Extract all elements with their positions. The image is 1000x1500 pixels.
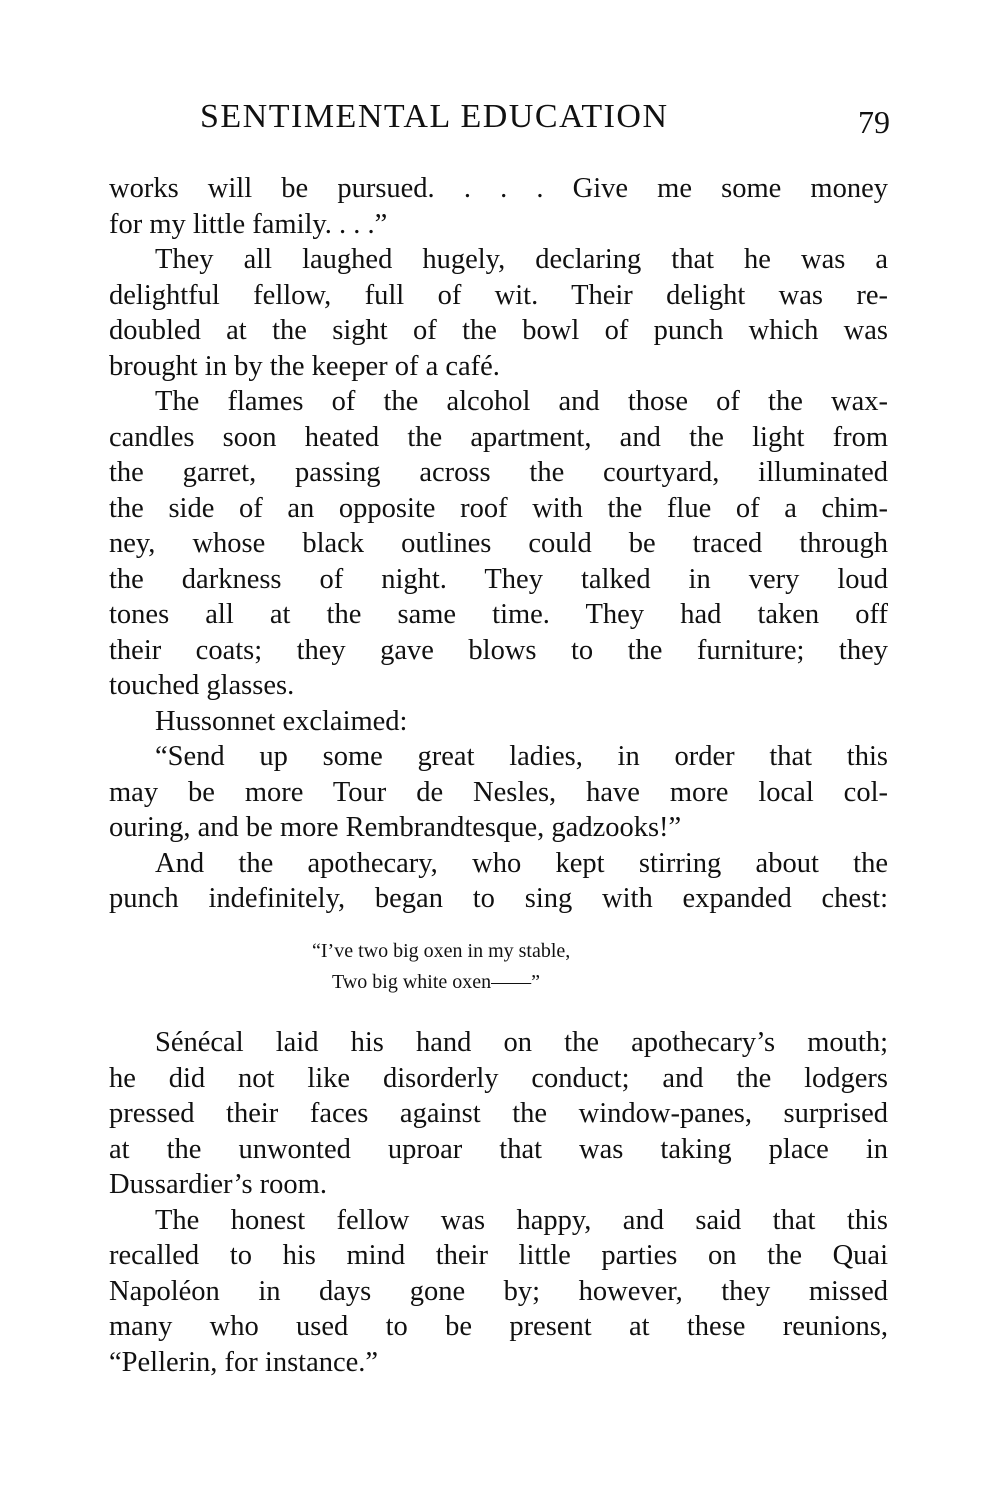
text-line: punch indefinitely, began to sing with expanded chest: xyxy=(109,883,888,914)
text-line: the side of an opposite roof with the flue of a chim- xyxy=(109,492,888,524)
text-line: may be more Tour de Nesles, have more local col- xyxy=(109,776,888,808)
text-line: recalled to his mind their little parties on the Quai xyxy=(109,1240,888,1271)
text-line: “Send up some great ladies, in order that this xyxy=(155,741,888,772)
text-line: They all laughed hugely, declaring that he was a xyxy=(155,244,888,275)
body-text-lower xyxy=(109,1025,888,1380)
text-line: “Pellerin, for instance.” xyxy=(109,1346,379,1378)
text-line: candles soon heated the apartment, and the light from xyxy=(109,421,888,453)
text-line: The flames of the alcohol and those of the wax- xyxy=(155,386,888,417)
text-line: Hussonnet exclaimed: xyxy=(155,705,408,737)
running-header xyxy=(200,98,890,142)
text-line: touched glasses. xyxy=(109,670,295,701)
text-line: tones all at the same time. They had taken off xyxy=(109,599,888,630)
text-line: Sénécal laid his hand on the apothecary’s mouth; xyxy=(155,1027,888,1058)
verse-line: Two big white oxen——” xyxy=(332,971,541,993)
text-line: the garret, passing across the courtyard, illuminated xyxy=(109,457,888,488)
text-line: Dussardier’s room. xyxy=(109,1169,327,1200)
text-line: works will be pursued. . . . Give me some money xyxy=(109,173,888,204)
body-text-upper xyxy=(109,171,888,917)
text-line: many who used to be present at these reunions, xyxy=(109,1311,888,1342)
song-verse xyxy=(312,936,570,998)
verse-line: “I’ve two big oxen in my stable, xyxy=(312,940,571,962)
text-line: he did not like disorderly conduct; and the lodgers xyxy=(109,1062,888,1094)
text-line: their coats; they gave blows to the furniture; they xyxy=(109,634,888,666)
text-line: the darkness of night. They talked in very loud xyxy=(109,563,888,595)
text-line: brought in by the keeper of a café. xyxy=(109,350,500,382)
text-line: ouring, and be more Rembrandtesque, gadzooks!” xyxy=(109,812,682,843)
running-title: SENTIMENTAL EDUCATION xyxy=(200,98,669,135)
text-line: at the unwonted uproar that was taking place in xyxy=(109,1133,888,1165)
text-line: pressed their faces against the window-panes, surprised xyxy=(109,1098,888,1129)
text-line: Napoléon in days gone by; however, they missed xyxy=(109,1275,888,1307)
text-line: The honest fellow was happy, and said that this xyxy=(155,1204,888,1236)
page-number: 79 xyxy=(858,104,890,140)
text-line: And the apothecary, who kept stirring about the xyxy=(155,847,888,879)
text-line: for my little family. . . .” xyxy=(109,208,388,240)
text-line: doubled at the sight of the bowl of punch which was xyxy=(109,315,888,346)
text-line: ney, whose black outlines could be traced through xyxy=(109,528,888,559)
text-line: delightful fellow, full of wit. Their delight was re- xyxy=(109,279,888,311)
